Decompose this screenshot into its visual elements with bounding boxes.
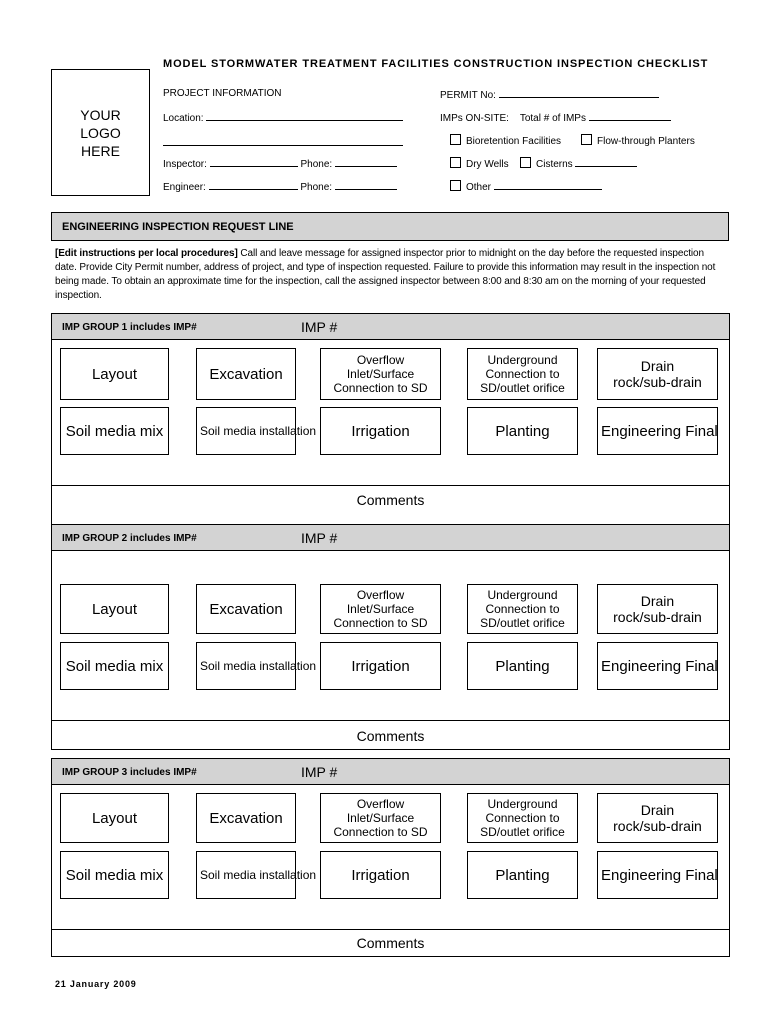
permit-label: PERMIT No: (440, 90, 496, 101)
inspector-row (163, 157, 397, 170)
imp-group-2 (51, 524, 730, 750)
inspector-phone-field[interactable] (335, 157, 397, 167)
imp-number-label: IMP # (301, 764, 338, 780)
engineer-label: Engineer: (163, 182, 206, 193)
irrigation-box[interactable]: Irrigation (320, 851, 441, 899)
overflow-inlet-box[interactable]: Overflow Inlet/Surface Connection to SD (320, 584, 441, 634)
other-label: Other (466, 182, 492, 193)
imp-group-label: IMP GROUP 2 includes IMP# (62, 533, 197, 544)
total-imps-label: Total # of IMPs (519, 113, 586, 124)
bioretention-option (450, 134, 561, 147)
imp-group-3 (51, 758, 730, 957)
bioretention-label: Bioretention Facilities (466, 136, 562, 147)
comments-label[interactable]: Comments (356, 935, 425, 951)
imp-group-label: IMP GROUP 3 includes IMP# (62, 767, 197, 778)
comments-label[interactable]: Comments (356, 728, 425, 744)
logo-placeholder (51, 69, 150, 196)
inspector-phone-label: Phone: (300, 159, 333, 170)
engineering-final-box[interactable]: Engineering Final (597, 642, 718, 690)
location-field[interactable] (206, 111, 403, 121)
cisterns-field[interactable] (575, 157, 637, 167)
dry-wells-checkbox[interactable] (450, 157, 461, 168)
bioretention-checkbox[interactable] (450, 134, 461, 145)
total-imps-field[interactable] (589, 111, 671, 121)
layout-box[interactable]: Layout (60, 584, 169, 634)
imps-onsite-label: IMPs ON-SITE: (440, 113, 509, 124)
location-row (163, 111, 403, 124)
imp-group-header (52, 759, 729, 785)
imp-group-1 (51, 313, 730, 536)
comments-divider (52, 485, 729, 486)
imp-group-label: IMP GROUP 1 includes IMP# (62, 322, 197, 333)
engineering-final-box[interactable]: Engineering Final (597, 407, 718, 455)
planting-box[interactable]: Planting (467, 851, 578, 899)
instructions-paragraph (55, 247, 727, 303)
layout-box[interactable]: Layout (60, 793, 169, 843)
flow-through-checkbox[interactable] (581, 134, 592, 145)
footer-date: 21 January 2009 (55, 979, 137, 989)
cisterns-label: Cisterns (536, 159, 573, 170)
overflow-inlet-box[interactable]: Overflow Inlet/Surface Connection to SD (320, 348, 441, 400)
comments-divider (52, 720, 729, 721)
other-field[interactable] (494, 180, 602, 190)
instructions-bold: [Edit instructions per local procedures] (55, 248, 238, 259)
permit-row (440, 88, 659, 101)
dry-wells-label: Dry Wells (466, 159, 509, 170)
irrigation-box[interactable]: Irrigation (320, 407, 441, 455)
drain-rock-box[interactable]: Drain rock/sub-drain (597, 348, 718, 400)
engineering-final-box[interactable]: Engineering Final (597, 851, 718, 899)
cisterns-checkbox[interactable] (520, 157, 531, 168)
page-title: MODEL STORMWATER TREATMENT FACILITIES CONSTRUCTION INSPECTION CHECKLIST (163, 58, 709, 70)
engineering-request-bar (51, 212, 729, 241)
underground-connection-box[interactable]: Underground Connection to SD/outlet orifice (467, 584, 578, 634)
comments-label[interactable]: Comments (356, 492, 425, 508)
imps-onsite-row (440, 111, 671, 124)
soil-media-mix-box[interactable]: Soil media mix (60, 851, 169, 899)
engineering-request-title: ENGINEERING INSPECTION REQUEST LINE (62, 221, 294, 233)
project-info-heading: PROJECT INFORMATION (163, 88, 282, 99)
soil-media-mix-box[interactable]: Soil media mix (60, 407, 169, 455)
flow-through-option (581, 134, 695, 147)
comments-divider (52, 929, 729, 930)
irrigation-box[interactable]: Irrigation (320, 642, 441, 690)
excavation-box[interactable]: Excavation (196, 584, 296, 634)
engineer-row (163, 180, 397, 193)
inspector-field[interactable] (210, 157, 298, 167)
soil-media-installation-box[interactable]: Soil media installation (196, 851, 296, 899)
cisterns-option (520, 157, 637, 170)
engineer-field[interactable] (209, 180, 298, 190)
flow-through-label: Flow-through Planters (597, 136, 695, 147)
other-option (450, 180, 602, 193)
soil-media-installation-box[interactable]: Soil media installation (196, 407, 296, 455)
imp-number-label: IMP # (301, 530, 338, 546)
planting-box[interactable]: Planting (467, 642, 578, 690)
overflow-inlet-box[interactable]: Overflow Inlet/Surface Connection to SD (320, 793, 441, 843)
excavation-box[interactable]: Excavation (196, 793, 296, 843)
drain-rock-box[interactable]: Drain rock/sub-drain (597, 793, 718, 843)
excavation-box[interactable]: Excavation (196, 348, 296, 400)
drain-rock-box[interactable]: Drain rock/sub-drain (597, 584, 718, 634)
inspector-label: Inspector: (163, 159, 207, 170)
location-field-line-2[interactable] (163, 145, 403, 146)
engineer-phone-field[interactable] (335, 180, 397, 190)
underground-connection-box[interactable]: Underground Connection to SD/outlet orifice (467, 793, 578, 843)
location-label: Location: (163, 113, 204, 124)
imp-group-header (52, 314, 729, 340)
permit-field[interactable] (499, 88, 659, 98)
imp-number-label: IMP # (301, 319, 338, 335)
planting-box[interactable]: Planting (467, 407, 578, 455)
logo-text: YOUR LOGO HERE (80, 106, 121, 159)
dry-wells-option (450, 157, 509, 170)
underground-connection-box[interactable]: Underground Connection to SD/outlet orifice (467, 348, 578, 400)
soil-media-mix-box[interactable]: Soil media mix (60, 642, 169, 690)
other-checkbox[interactable] (450, 180, 461, 191)
layout-box[interactable]: Layout (60, 348, 169, 400)
instructions-text: Call and leave message for assigned inspector prior to midnight on the day before the requested inspection date. Provide City Permit number, address of project, and type of inspection requested. Failure to provide this information may result in the inspection not being made. To obtain an approximate time for the inspection, call the assigned inspector between 8:00 and 8:30 am on the morning of your requested inspection. (55, 248, 716, 301)
engineer-phone-label: Phone: (300, 182, 333, 193)
imp-group-header (52, 525, 729, 551)
soil-media-installation-box[interactable]: Soil media installation (196, 642, 296, 690)
